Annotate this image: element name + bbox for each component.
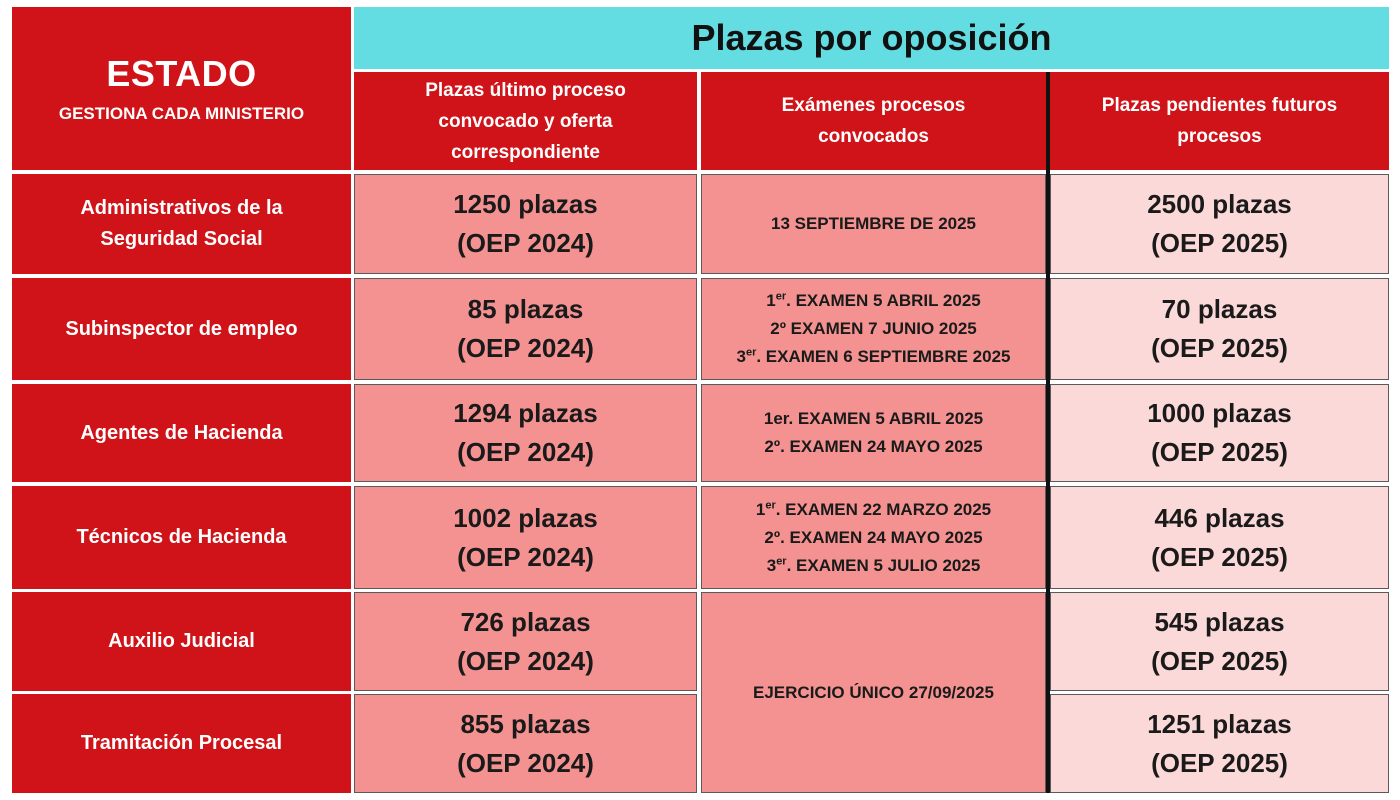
exam-line: 2º. EXAMEN 24 MAYO 2025 xyxy=(764,527,983,547)
banner-title: Plazas por oposición xyxy=(691,17,1052,58)
oep-label: (OEP 2024) xyxy=(457,645,594,676)
row-label-text: Subinspector de empleo xyxy=(65,317,298,340)
estado-title: ESTADO xyxy=(106,52,257,94)
column-header-last-process xyxy=(354,72,697,170)
row-label xyxy=(12,486,351,589)
exam-line: 2º EXAMEN 7 JUNIO 2025 xyxy=(770,319,977,338)
row-label xyxy=(12,384,351,482)
column-divider xyxy=(1046,72,1050,793)
exam-line: 1er. EXAMEN 22 MARZO 2025 xyxy=(755,498,992,519)
future-places-cell xyxy=(1050,592,1389,691)
places-count: 1000 plazas xyxy=(1147,398,1292,428)
places-count: 1294 plazas xyxy=(453,398,598,428)
exam-line: 3er. EXAMEN 5 JULIO 2025 xyxy=(766,554,981,575)
exam-line: 1er. EXAMEN 5 ABRIL 2025 xyxy=(763,409,984,428)
last-places-cell xyxy=(354,486,697,589)
places-count: 85 plazas xyxy=(467,294,584,324)
exams-cell xyxy=(701,278,1046,380)
oep-label: (OEP 2025) xyxy=(1151,645,1288,676)
places-count: 855 plazas xyxy=(460,708,591,739)
estado-subtitle: GESTIONA CADA MINISTERIO xyxy=(58,103,305,123)
row-label-text: Tramitación Procesal xyxy=(80,732,283,754)
exams-cell xyxy=(701,384,1046,482)
column-header-exams xyxy=(701,72,1046,170)
future-places-cell xyxy=(1050,694,1389,793)
column-header-label: Exámenes procesos convocados xyxy=(781,95,966,147)
banner xyxy=(354,7,1389,69)
column-header-label: Plazas pendientes futuros procesos xyxy=(1101,95,1338,147)
oep-label: (OEP 2025) xyxy=(1151,333,1288,363)
places-count: 2500 plazas xyxy=(1147,189,1292,219)
oep-label: (OEP 2024) xyxy=(457,437,594,467)
exam-line: EJERCICIO ÚNICO 27/09/2025 xyxy=(753,682,994,702)
places-count: 446 plazas xyxy=(1154,502,1285,533)
oep-label: (OEP 2024) xyxy=(457,333,594,363)
places-count: 1251 plazas xyxy=(1147,708,1292,739)
future-places-cell xyxy=(1050,486,1389,589)
places-count: 70 plazas xyxy=(1161,294,1278,324)
column-header-label: Plazas último proceso convocado y oferta correspondiente xyxy=(425,79,626,163)
estado-header xyxy=(12,7,351,170)
exam-line: 1er. EXAMEN 5 ABRIL 2025 xyxy=(766,290,981,310)
oep-label: (OEP 2024) xyxy=(457,541,594,572)
row-label-text: Auxilio Judicial xyxy=(108,630,255,652)
last-places-cell xyxy=(354,592,697,691)
oep-label: (OEP 2024) xyxy=(457,228,594,258)
merged-exam-cell xyxy=(701,592,1046,793)
exam-line: 13 SEPTIEMBRE DE 2025 xyxy=(770,214,977,233)
row-label-text: Administrativos de la Seguridad Social xyxy=(80,197,283,250)
column-header-future xyxy=(1050,72,1389,170)
places-count: 726 plazas xyxy=(460,606,591,637)
future-places-cell xyxy=(1050,384,1389,482)
oep-label: (OEP 2024) xyxy=(457,747,594,778)
last-places-cell xyxy=(354,694,697,793)
last-places-cell xyxy=(354,278,697,380)
future-places-cell xyxy=(1050,174,1389,274)
oep-label: (OEP 2025) xyxy=(1151,747,1288,778)
row-label xyxy=(12,694,351,793)
places-count: 1002 plazas xyxy=(453,502,598,533)
row-label xyxy=(12,174,351,274)
future-places-cell xyxy=(1050,278,1389,380)
exams-cell xyxy=(701,486,1046,589)
last-places-cell xyxy=(354,384,697,482)
exams-cell xyxy=(701,174,1046,274)
row-label-text: Técnicos de Hacienda xyxy=(76,526,287,548)
row-label xyxy=(12,592,351,691)
exam-line: 2º. EXAMEN 24 MAYO 2025 xyxy=(764,437,983,456)
places-count: 545 plazas xyxy=(1154,606,1285,637)
row-label-text: Agentes de Hacienda xyxy=(80,421,283,444)
row-label xyxy=(12,278,351,380)
last-places-cell xyxy=(354,174,697,274)
exam-line: 3er. EXAMEN 6 SEPTIEMBRE 2025 xyxy=(736,346,1011,366)
oep-label: (OEP 2025) xyxy=(1151,541,1288,572)
oep-label: (OEP 2025) xyxy=(1151,437,1288,467)
oep-label: (OEP 2025) xyxy=(1151,228,1288,258)
places-count: 1250 plazas xyxy=(453,189,598,219)
